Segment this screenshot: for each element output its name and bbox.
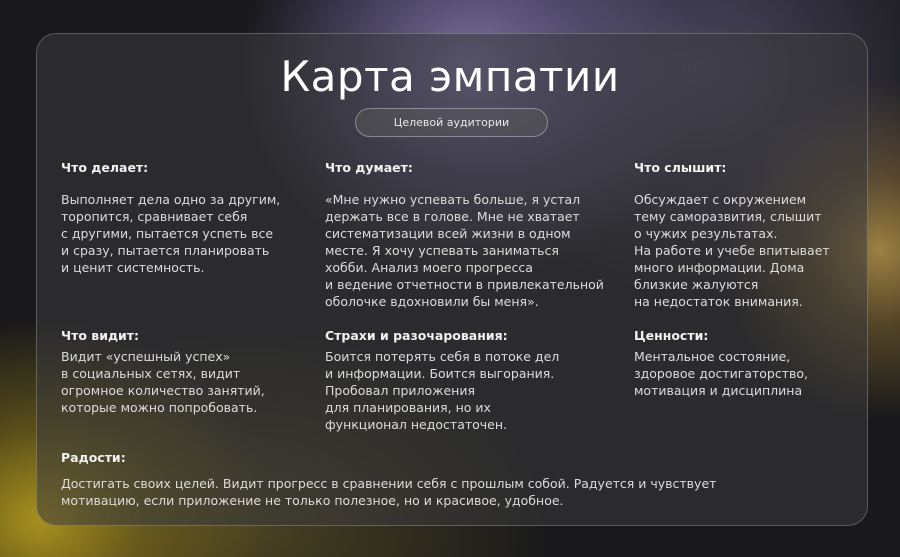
section-heading: Что видит: [61, 328, 140, 343]
section-text: Боится потерять себя в потоке дел и информации. Боится выгорания. Пробовал приложения для планирования, но их функционал недостаточен. [325, 349, 560, 432]
subtitle-pill: Целевой аудитории [355, 108, 548, 137]
section-joys [61, 450, 851, 509]
section-hears [634, 160, 874, 310]
section-heading: Что думает: [325, 160, 413, 175]
section-text: Достигать своих целей. Видит прогресс в сравнении себя с прошлым собой. Радуется и чувствует мотивацию, если приложение не только полезное, но и красивое, удобное. [61, 476, 717, 508]
section-does [61, 160, 301, 276]
section-fears [325, 328, 615, 433]
section-heading: Радости: [61, 450, 126, 465]
section-heading: Ценности: [634, 328, 709, 343]
section-heading: Что слышит: [634, 160, 727, 175]
section-text: Выполняет дела одно за другим, торопится, сравнивает себя с другими, пытается успеть все и сразу, пытается планировать и ценит системность. [61, 192, 281, 275]
section-text: Обсуждает с окружением тему саморазвития, слышит о чужих результатах. На работе и учебе впитывает много информации. Дома близкие жалуются на недостаток внимания. [634, 192, 830, 309]
section-text: Видит «успешный успех» в социальных сетях, видит огромное количество занятий, которые можно попробовать. [61, 349, 265, 415]
section-heading: Страхи и разочарования: [325, 328, 508, 343]
section-heading: Что делает: [61, 160, 149, 175]
section-values [634, 328, 874, 399]
section-thinks [325, 160, 615, 310]
section-sees [61, 328, 301, 416]
section-text: Ментальное состояние, здоровое достигаторство, мотивация и дисциплина [634, 349, 808, 398]
page-title: Карта эмпатии [280, 52, 620, 101]
section-text: «Мне нужно успевать больше, я устал держать все в голове. Мне не хватает систематизации всей жизни в одном месте. Я хочу успевать заниматься хобби. Анализ моего прогресса и ведение отчетности в привлекательной оболочке вдохновили бы меня». [325, 192, 604, 309]
